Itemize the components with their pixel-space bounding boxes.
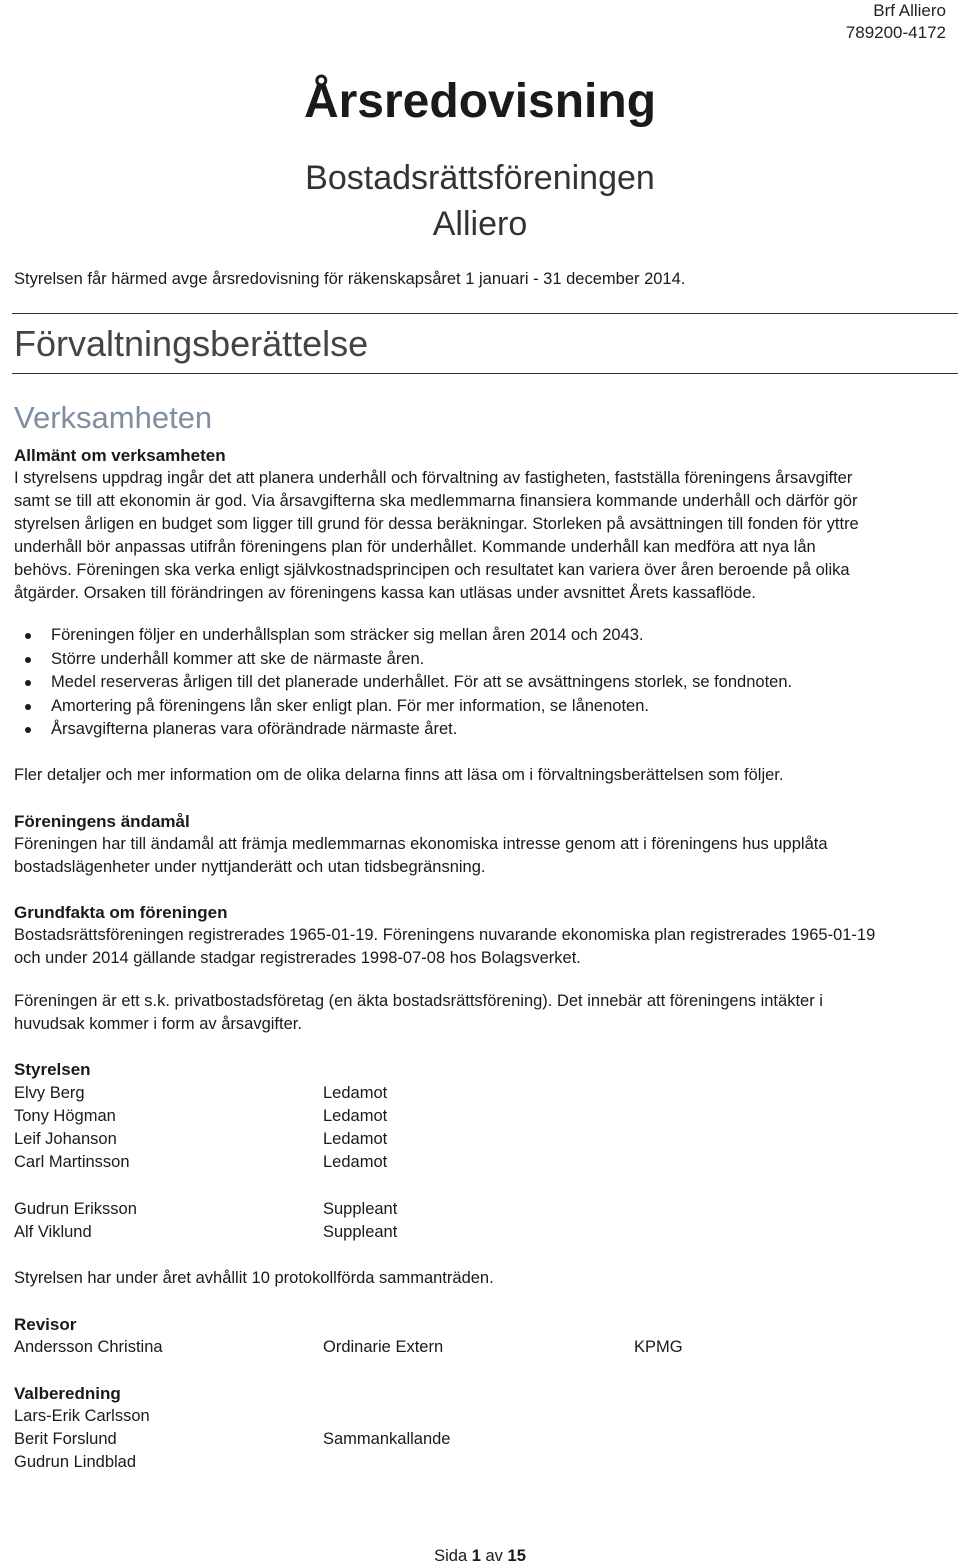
- current-page: 1: [471, 1547, 481, 1565]
- auditor-type: Ordinarie Extern: [323, 1338, 444, 1356]
- text-line: behövs. Föreningen ska verka enligt självkostnadsprincipen och resultatet kan variera över åren beroende på olika: [14, 561, 850, 579]
- section-divider-top: [12, 313, 958, 314]
- member-role: Ledamot: [323, 1107, 388, 1125]
- bullet-icon: [25, 727, 31, 733]
- text-line: huvudsak kommer i form av årsavgifter.: [14, 1015, 302, 1033]
- auditor-row: [14, 1336, 950, 1359]
- list-item: Medel reserveras årligen till det planerade underhållet. För att se avsättningens storlek, se fondnoten.: [14, 671, 792, 695]
- page-prefix: Sida: [434, 1547, 468, 1565]
- member-role: Ledamot: [323, 1130, 388, 1148]
- deputy-name: Alf Viklund: [14, 1223, 92, 1241]
- member-name: Elvy Berg: [14, 1084, 85, 1102]
- text-line: Föreningen har till ändamål att främja medlemmarnas ekonomiska intresse genom att i föreningens hus upplåta: [14, 835, 828, 853]
- board-member-row: [14, 1128, 950, 1151]
- nomination-member-row: [14, 1428, 950, 1451]
- board-deputy-row: [14, 1198, 950, 1221]
- subtitle-line-1: Bostadsrättsföreningen: [305, 159, 655, 197]
- member-name: Leif Johanson: [14, 1130, 117, 1148]
- board-deputy-row: [14, 1221, 950, 1244]
- deputy-name: Gudrun Eriksson: [14, 1200, 137, 1218]
- board-member-row: [14, 1151, 950, 1174]
- total-pages: 15: [507, 1547, 526, 1565]
- bullet-icon: [25, 680, 31, 686]
- nomination-member-row: [14, 1451, 950, 1474]
- org-header: [846, 0, 946, 44]
- text-line: I styrelsens uppdrag ingår det att planera underhåll och förvaltning av fastigheten, fastställa föreningens årsavgifter: [14, 469, 853, 487]
- page-separator: av: [485, 1547, 503, 1565]
- list-item: Större underhåll kommer att ske de närmaste åren.: [14, 648, 792, 672]
- nomination-member-row: [14, 1405, 950, 1428]
- general-heading: Allmänt om verksamheten: [14, 446, 226, 465]
- purpose-paragraph: [14, 833, 950, 879]
- member-name: Tony Högman: [14, 1107, 116, 1125]
- member-name: Carl Martinsson: [14, 1153, 130, 1171]
- subsection-title: Verksamheten: [14, 400, 213, 435]
- board-meetings-text: Styrelsen har under året avhållit 10 protokollförda sammanträden.: [14, 1269, 494, 1287]
- section-title: Förvaltningsberättelse: [14, 323, 369, 364]
- bullet-icon: [25, 657, 31, 663]
- member-role: Ledamot: [323, 1153, 388, 1171]
- section-divider-bottom: [12, 373, 958, 374]
- member-role: Sammankallande: [323, 1430, 451, 1448]
- auditor-firm: KPMG: [634, 1338, 683, 1356]
- text-line: Bostadsrättsföreningen registrerades 1965-01-19. Föreningens nuvarande ekonomiska plan registrerades 1965-01-19: [14, 926, 876, 944]
- member-name: Lars-Erik Carlsson: [14, 1407, 150, 1425]
- bullet-icon: [25, 633, 31, 639]
- deputy-role: Suppleant: [323, 1223, 398, 1241]
- bullet-list: [14, 624, 792, 742]
- board-heading: Styrelsen: [14, 1060, 91, 1079]
- bullet-icon: [25, 704, 31, 710]
- auditor-heading: Revisor: [14, 1315, 77, 1334]
- purpose-heading: Föreningens ändamål: [14, 812, 190, 831]
- org-number: 789200-4172: [845, 23, 946, 42]
- text-line: styrelsen årligen en budget som ligger till grund för dessa beräkningar. Storleken på avsättningen till fonden för yttre: [14, 515, 859, 533]
- general-paragraph: [14, 467, 950, 605]
- text-line: och under 2014 gällande stadgar registrerades 1998-07-08 hos Bolagsverket.: [14, 949, 581, 967]
- text-line: åtgärder. Orsaken till förändringen av föreningens kassa kan utläsas under avsnittet Årets kassaflöde.: [14, 584, 757, 602]
- facts-paragraph-2: [14, 990, 950, 1036]
- board-member-row: [14, 1105, 950, 1128]
- text-line: underhåll bör anpassas utifrån föreningens plan för underhållet. Kommande underhåll kan medföra att nya lån: [14, 538, 816, 556]
- member-name: Berit Forslund: [14, 1430, 117, 1448]
- nomination-heading: Valberedning: [14, 1384, 121, 1403]
- text-line: samt se till att ekonomin är god. Via årsavgifterna ska medlemmarna finansiera kommande underhåll och därför gör: [14, 492, 858, 510]
- text-line: Föreningen är ett s.k. privatbostadsföretag (en äkta bostadsrättsförening). Det innebär att föreningens intäkter i: [14, 992, 823, 1010]
- intro-text: Styrelsen får härmed avge årsredovisning för räkenskapsåret 1 januari - 31 december 2014.: [14, 270, 686, 288]
- facts-heading: Grundfakta om föreningen: [14, 903, 228, 922]
- deputy-role: Suppleant: [323, 1200, 398, 1218]
- document-title: Årsredovisning: [303, 75, 657, 128]
- member-name: Gudrun Lindblad: [14, 1453, 137, 1471]
- page-number-footer: [0, 1545, 960, 1567]
- text-line: bostadslägenheter under nyttjanderätt och utan tidsbegränsning.: [14, 858, 486, 876]
- member-role: Ledamot: [323, 1084, 388, 1102]
- list-item: Årsavgifterna planeras vara oförändrade närmaste året.: [14, 718, 792, 742]
- board-member-row: [14, 1082, 950, 1105]
- more-details-text: Fler detaljer och mer information om de olika delarna finns att läsa om i förvaltningsberättelsen som följer.: [14, 766, 784, 784]
- list-item: Amortering på föreningens lån sker enligt plan. För mer information, se lånenoten.: [14, 695, 792, 719]
- subtitle-line-2: Alliero: [432, 205, 528, 243]
- facts-paragraph: [14, 924, 950, 970]
- auditor-name: Andersson Christina: [14, 1338, 163, 1356]
- org-name: Brf Alliero: [873, 1, 946, 20]
- list-item: Föreningen följer en underhållsplan som sträcker sig mellan åren 2014 och 2043.: [14, 624, 792, 648]
